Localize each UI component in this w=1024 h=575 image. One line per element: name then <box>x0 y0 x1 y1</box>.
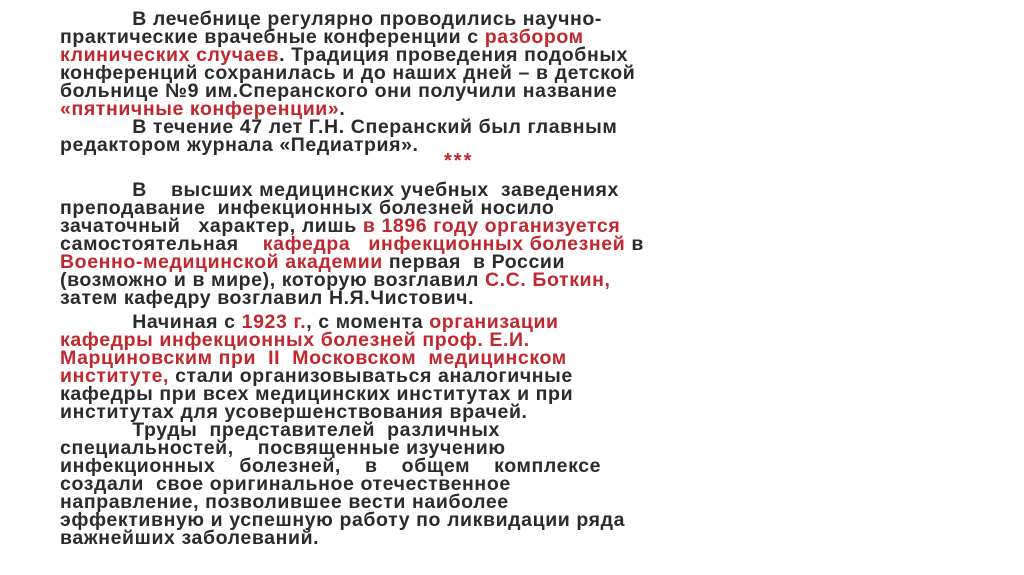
text-line <box>60 289 960 307</box>
text-span: инфекционных болезней, в общем комплексе <box>60 455 602 477</box>
text-span: . <box>339 98 346 120</box>
text-span: (возможно и в мире), которую возглавил <box>60 269 485 291</box>
text-span: В лечебнице регулярно проводились научно- <box>60 8 602 30</box>
highlight-text: кафедра инфекционных болезней <box>262 233 626 255</box>
highlight-text: разбором <box>484 26 584 48</box>
text-span: важнейших заболеваний. <box>60 527 320 549</box>
text-span: В течение 47 лет Г.Н. Сперанский был главным <box>60 116 618 138</box>
text-span: кафедры при всех медицинских институтах и при <box>60 383 574 405</box>
text-span: самостоятельная <box>60 233 263 255</box>
highlight-text: клинических случаев <box>60 44 280 66</box>
highlight-text: С.С. Боткин, <box>484 269 611 291</box>
text-span: первая в России <box>382 251 566 273</box>
text-span: конференций сохранилась и до наших дней – в детской <box>60 62 636 84</box>
text-span: преподавание инфекционных болезней носило <box>60 197 555 219</box>
text-span: в <box>625 233 644 255</box>
text-line <box>60 529 960 547</box>
text-span: институтах для усовершенствования врачей. <box>60 401 528 423</box>
highlight-text: Марциновским при II Московском медицинском <box>60 347 567 369</box>
text-span: редактором журнала «Педиатрия». <box>60 134 419 156</box>
text-span: практические врачебные конференции с <box>60 26 485 48</box>
highlight-text: «пятничные конференции» <box>60 98 340 120</box>
text-span: . Традиция проведения подобных <box>279 44 629 66</box>
highlight-text: в 1896 году организуется <box>362 215 621 237</box>
section-separator: *** <box>444 150 474 172</box>
text-span: Начиная с <box>60 311 242 333</box>
text-span: специальностей, посвященные изучению <box>60 437 506 459</box>
text-span: В высших медицинских учебных заведениях <box>60 179 619 201</box>
highlight-text: Военно-медицинской академии <box>60 251 383 273</box>
text-span: эффективную и успешную работу по ликвидации ряда <box>60 509 626 531</box>
highlight-text: кафедры инфекционных болезней проф. Е.И. <box>60 329 530 351</box>
text-span: стали организовываться аналогичные <box>169 365 573 387</box>
highlight-text: институте, <box>60 365 170 387</box>
highlight-text: организации <box>429 311 559 333</box>
text-span: больнице №9 им.Сперанского они получили название <box>60 80 618 102</box>
text-span: , с момента <box>306 311 430 333</box>
text-span: зачаточный характер, лишь <box>60 215 363 237</box>
text-span: затем кафедру возглавил Н.Я.Чистович. <box>60 287 475 309</box>
highlight-text: 1923 г. <box>241 311 307 333</box>
text-span: создали свое оригинальное отечественное <box>60 473 511 495</box>
text-span: направление, позволившее вести наиболее <box>60 491 509 513</box>
text-line <box>60 136 960 154</box>
text-span: Труды представителей различных <box>60 419 500 441</box>
